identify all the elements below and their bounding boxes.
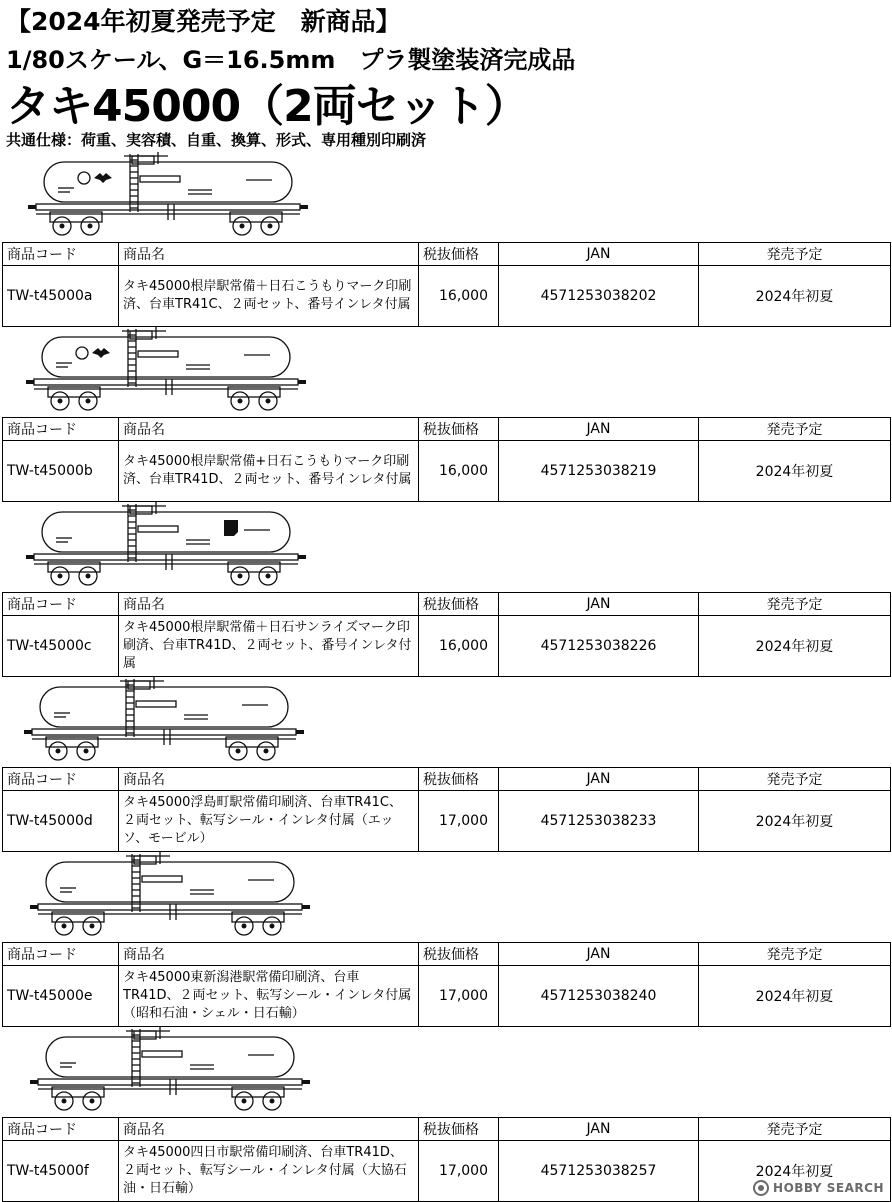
ladder [128, 329, 136, 387]
header-price: 税抜価格 [419, 943, 499, 966]
product-section [0, 325, 892, 500]
product-release: 2024年初夏 [699, 441, 891, 502]
owner-plate [136, 701, 176, 707]
ladder [132, 1029, 140, 1087]
table-row [3, 266, 891, 327]
table-header-row [3, 243, 891, 266]
product-code: TW-t45000d [3, 791, 119, 852]
header-code: 商品コード [3, 593, 119, 616]
product-section [0, 850, 892, 1025]
bogie [232, 1087, 284, 1110]
product-title: タキ45000根岸駅常備＋日石サンライズマーク印刷済、台車TR41D、２両セット、番号インレタ付属 [119, 616, 419, 677]
header-name: 商品名 [119, 1118, 419, 1141]
header-release: 発売予定 [699, 243, 891, 266]
header-release: 発売予定 [699, 593, 891, 616]
product-price: 17,000 [419, 966, 499, 1027]
product-table [2, 767, 891, 852]
header-release: 発売予定 [699, 418, 891, 441]
product-release: 2024年初夏 [699, 966, 891, 1027]
owner-plate [138, 351, 178, 357]
ladder [126, 679, 134, 737]
product-code: TW-t45000a [3, 266, 119, 327]
header-code: 商品コード [3, 768, 119, 791]
product-code: TW-t45000e [3, 966, 119, 1027]
header-price: 税抜価格 [419, 243, 499, 266]
product-jan: 4571253038219 [499, 441, 699, 502]
tank-car-image [30, 850, 310, 940]
bogie [228, 387, 280, 410]
coupler-left [28, 205, 36, 209]
header-code: 商品コード [3, 243, 119, 266]
table-row [3, 616, 891, 677]
product-table [2, 592, 891, 677]
tank-car-image [26, 325, 306, 415]
sunrise-mark [224, 520, 238, 536]
coupler-right [296, 730, 304, 734]
bogie [46, 737, 98, 760]
coupler-left [30, 1080, 38, 1084]
product-code: TW-t45000b [3, 441, 119, 502]
product-release: 2024年初夏 [699, 791, 891, 852]
product-name: タキ45000（2両セット） [6, 81, 528, 132]
header-name: 商品名 [119, 243, 419, 266]
table-row [3, 791, 891, 852]
ladder [132, 854, 140, 912]
product-section [0, 675, 892, 850]
product-price: 16,000 [419, 616, 499, 677]
ladder [130, 154, 138, 212]
tank-car-image [24, 675, 304, 765]
header-jan: JAN [499, 593, 699, 616]
bogie [48, 387, 100, 410]
product-jan: 4571253038202 [499, 266, 699, 327]
header-price: 税抜価格 [419, 1118, 499, 1141]
product-jan: 4571253038233 [499, 791, 699, 852]
product-code: TW-t45000f [3, 1141, 119, 1202]
bogie [226, 737, 278, 760]
oil-company-mark [76, 347, 88, 359]
bogie [232, 912, 284, 935]
product-section [0, 500, 892, 675]
bat-mark [92, 348, 110, 358]
product-jan: 4571253038257 [499, 1141, 699, 1202]
bat-mark [94, 173, 112, 183]
coupler-left [26, 380, 34, 384]
product-section [0, 1025, 892, 1200]
header-name: 商品名 [119, 768, 419, 791]
common-spec: 共通仕様：荷重、実容積、自重、換算、形式、専用種別印刷済 [6, 131, 427, 149]
product-title: タキ45000根岸駅常備＋日石こうもりマーク印刷済、台車TR41C、２両セット、番号インレタ付属 [119, 266, 419, 327]
header-code: 商品コード [3, 418, 119, 441]
product-title: タキ45000東新潟港駅常備印刷済、台車TR41D、２両セット、転写シール・インレタ付属（昭和石油・シェル・日石輸） [119, 966, 419, 1027]
bogie [230, 212, 282, 235]
header-release: 発売予定 [699, 768, 891, 791]
header-jan: JAN [499, 243, 699, 266]
tank-car-image [26, 500, 306, 590]
header-code: 商品コード [3, 943, 119, 966]
product-title: タキ45000根岸駅常備+日石こうもりマーク印刷済、台車TR41D、２両セット、番号インレタ付属 [119, 441, 419, 502]
coupler-right [298, 555, 306, 559]
watermark-text: HOBBY SEARCH [773, 1181, 884, 1195]
table-header-row [3, 768, 891, 791]
owner-plate [140, 176, 180, 182]
bogie [52, 1087, 104, 1110]
product-code: TW-t45000c [3, 616, 119, 677]
product-release: 2024年初夏 [699, 616, 891, 677]
product-jan: 4571253038240 [499, 966, 699, 1027]
bogie [48, 562, 100, 585]
ladder [128, 504, 136, 562]
tank-car-image [28, 150, 308, 240]
hobby-search-watermark [753, 1180, 884, 1196]
bogie [52, 912, 104, 935]
owner-plate [142, 1051, 182, 1057]
product-title: タキ45000浮島町駅常備印刷済、台車TR41C、２両セット、転写シール・インレタ付属（エッソ、モービル） [119, 791, 419, 852]
header-name: 商品名 [119, 593, 419, 616]
owner-plate [142, 876, 182, 882]
coupler-left [24, 730, 32, 734]
header-jan: JAN [499, 768, 699, 791]
tank-car-image [30, 1025, 310, 1115]
announcement-title: 【2024年初夏発売予定 新商品】 [6, 7, 401, 36]
coupler-left [26, 555, 34, 559]
table-header-row [3, 943, 891, 966]
product-table [2, 942, 891, 1027]
product-price: 17,000 [419, 791, 499, 852]
header-jan: JAN [499, 418, 699, 441]
product-release: 2024年初夏 [699, 266, 891, 327]
scale-spec: 1/80スケール、G＝16.5mm プラ製塗装済完成品 [6, 46, 576, 74]
product-table [2, 242, 891, 327]
product-title: タキ45000四日市駅常備印刷済、台車TR41D、２両セット、転写シール・インレタ付属（大協石油・日石輸） [119, 1141, 419, 1202]
header-release: 発売予定 [699, 943, 891, 966]
table-row [3, 441, 891, 502]
oil-company-mark [78, 172, 90, 184]
table-header-row [3, 1118, 891, 1141]
coupler-right [298, 380, 306, 384]
product-price: 16,000 [419, 266, 499, 327]
product-release: 2024年初夏 [699, 1141, 891, 1202]
product-price: 16,000 [419, 441, 499, 502]
coupler-right [302, 1080, 310, 1084]
header-name: 商品名 [119, 418, 419, 441]
product-section [0, 150, 892, 325]
header-jan: JAN [499, 943, 699, 966]
product-price: 17,000 [419, 1141, 499, 1202]
header-price: 税抜価格 [419, 418, 499, 441]
header-release: 発売予定 [699, 1118, 891, 1141]
header-price: 税抜価格 [419, 593, 499, 616]
owner-plate [138, 526, 178, 532]
hobby-search-logo-icon [753, 1180, 769, 1196]
bogie [50, 212, 102, 235]
table-row [3, 966, 891, 1027]
coupler-right [300, 205, 308, 209]
table-header-row [3, 418, 891, 441]
bogie [228, 562, 280, 585]
header-code: 商品コード [3, 1118, 119, 1141]
product-jan: 4571253038226 [499, 616, 699, 677]
header-jan: JAN [499, 1118, 699, 1141]
product-table [2, 417, 891, 502]
coupler-left [30, 905, 38, 909]
header-name: 商品名 [119, 943, 419, 966]
coupler-right [302, 905, 310, 909]
header-price: 税抜価格 [419, 768, 499, 791]
table-header-row [3, 593, 891, 616]
